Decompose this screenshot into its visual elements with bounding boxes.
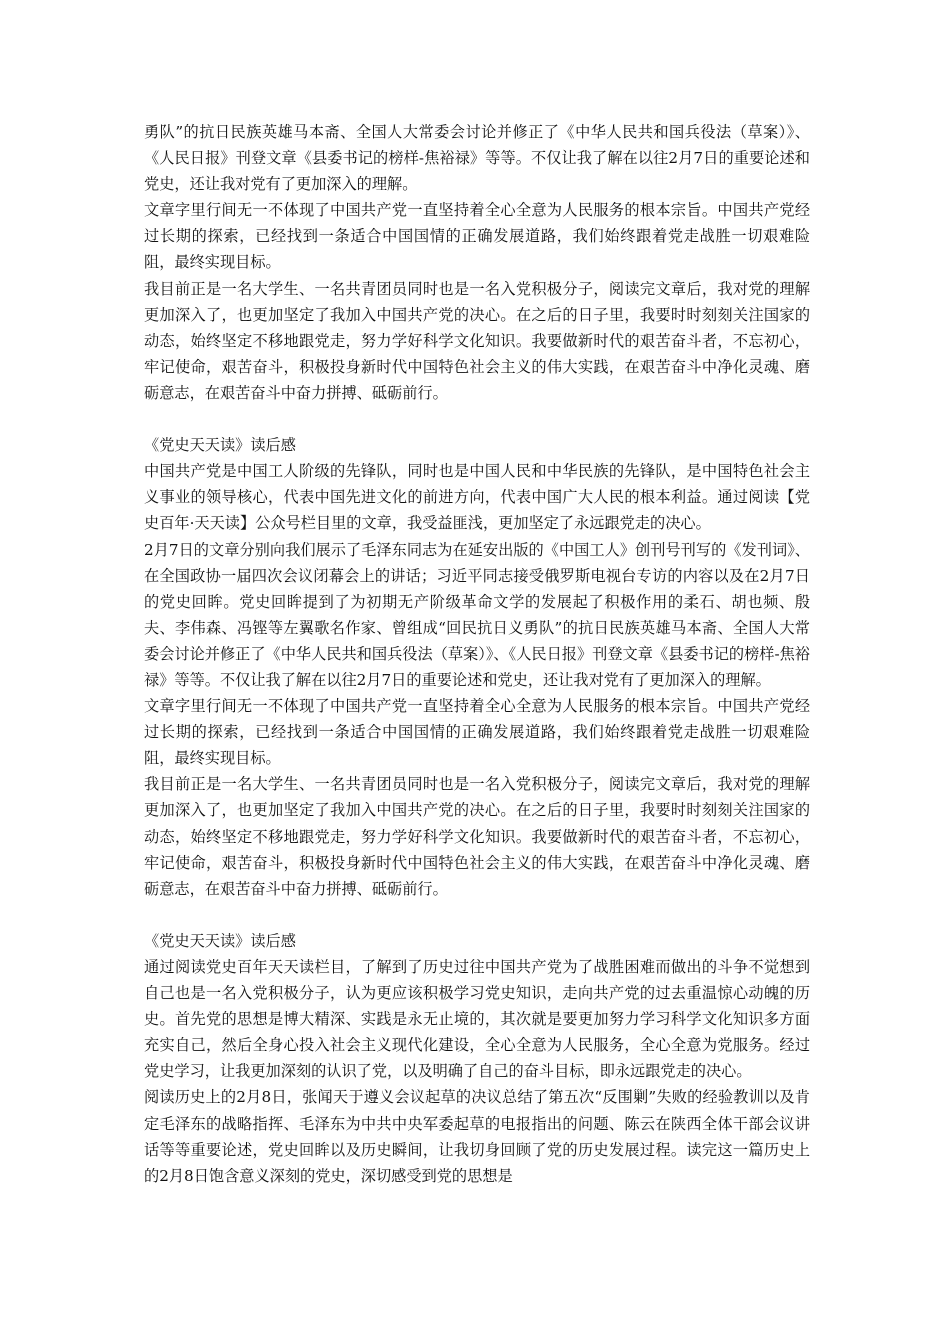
section-3-paragraph-2: 阅读历史上的2月8日，张闻天于遵义会议起草的决议总结了第五次“反围剿”失败的经验教训以及肯定毛泽东的战略指挥、毛泽东为中共中央军委起草的电报指出的问题、陈云在陕西全体干部会议讲话等等重要论述，党史回眸以及历史瞬间，让我切身回顾了党的历史发展过程。读完这一篇历史上的2月8日饱含意义深刻的党史，深切感受到党的思想是 xyxy=(144,1088,810,1185)
section-2-paragraph-2: 2月7日的文章分别向我们展示了毛泽东同志为在延安出版的《中国工人》创刊号刊写的《发刊词》、在全国政协一届四次会议闭幕会上的讲话；习近平同志接受俄罗斯电视台专访的内容以及在2月7日的党史回眸。党史回眸提到了为初期无产阶级革命文学的发展起了积极作用的柔石、胡也频、殷夫、李伟森、冯铿等左翼歌名作家、曾组成“回民抗日义勇队”的抗日民族英雄马本斋、全国人大常委会讨论并修正了《中华人民共和国兵役法（草案）》、《人民日报》刊登文章《县委书记的榜样-焦裕禄》等等。不仅让我了解在以往2月7日的重要论述和党史，还让我对党有了更加深入的理解。 xyxy=(144,540,810,689)
section-2-paragraph-4: 我目前正是一名大学生、一名共青团员同时也是一名入党积极分子，阅读完文章后，我对党的理解更加深入了，也更加坚定了我加入中国共产党的决心。在之后的日子里，我要时时刻刻关注国家的动态，始终坚定不移地跟党走，努力学好科学文化知识。我要做新时代的艰苦奋斗者，不忘初心，牢记使命，艰苦奋斗，积极投身新时代中国特色社会主义的伟大实践，在艰苦奋斗中净化灵魂、磨砺意志，在艰苦奋斗中奋力拼搏、砥砺前行。 xyxy=(144,775,810,898)
intro-paragraph-1: 勇队”的抗日民族英雄马本斋、全国人大常委会讨论并修正了《中华人民共和国兵役法（草案）》、《人民日报》刊登文章《县委书记的榜样-焦裕禄》等等。不仅让我了解在以往2月7日的重要论述和党史，还让我对党有了更加深入的理解。 xyxy=(144,123,810,194)
section-2-title: 《党史天天读》读后感 xyxy=(144,436,296,455)
section-2-paragraph-1: 中国共产党是中国工人阶级的先锋队，同时也是中国人民和中华民族的先锋队，是中国特色社会主义事业的领导核心，代表中国先进文化的前进方向，代表中国广大人民的根本利益。通过阅读【党史百年·天天读】公众号栏目里的文章，我受益匪浅，更加坚定了永远跟党走的决心。 xyxy=(144,462,810,533)
document-body xyxy=(144,119,810,1189)
intro-paragraph-2: 文章字里行间无一不体现了中国共产党一直坚持着全心全意为人民服务的根本宗旨。中国共产党经过长期的探索，已经找到一条适合中国国情的正确发展道路，我们始终跟着党走战胜一切艰难险阻，最终实现目标。 xyxy=(144,201,810,272)
intro-paragraph-3: 我目前正是一名大学生、一名共青团员同时也是一名入党积极分子，阅读完文章后，我对党的理解更加深入了，也更加坚定了我加入中国共产党的决心。在之后的日子里，我要时时刻刻关注国家的动态，始终坚定不移地跟党走，努力学好科学文化知识。我要做新时代的艰苦奋斗者，不忘初心，牢记使命，艰苦奋斗，积极投身新时代中国特色社会主义的伟大实践，在艰苦奋斗中净化灵魂、磨砺意志，在艰苦奋斗中奋力拼搏、砥砺前行。 xyxy=(144,279,810,402)
section-2-paragraph-3: 文章字里行间无一不体现了中国共产党一直坚持着全心全意为人民服务的根本宗旨。中国共产党经过长期的探索，已经找到一条适合中国国情的正确发展道路，我们始终跟着党走战胜一切艰难险阻，最终实现目标。 xyxy=(144,697,810,768)
section-3-title: 《党史天天读》读后感 xyxy=(144,931,296,950)
section-3-paragraph-1: 通过阅读党史百年天天读栏目，了解到了历史过往中国共产党为了战胜困难而做出的斗争不觉想到自己也是一名入党积极分子，认为更应该积极学习党史知识，走向共产党的过去重温惊心动魄的历史。首先党的思想是博大精深、实践是永无止境的，其次就是要更加努力学习科学文化知识多方面充实自己，然后全身心投入社会主义现代化建设，全心全意为人民服务，全心全意为党服务。经过党史学习，让我更加深刻的认识了党，以及明确了自己的奋斗目标，即永远跟党走的决心。 xyxy=(144,958,810,1081)
